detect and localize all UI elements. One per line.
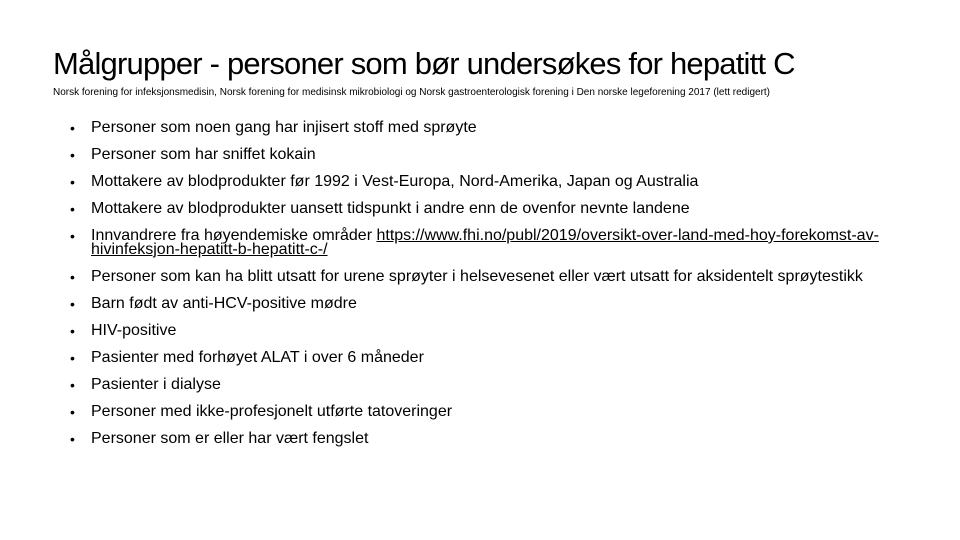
bullet-dot-icon: • [70,174,75,190]
list-item [70,270,900,284]
bullet-dot-icon: • [70,377,75,393]
bullet-dot-icon: • [70,269,75,285]
bullet-text: HIV-positive [91,322,177,339]
list-item [70,324,900,338]
list-item [70,121,900,135]
list-item [70,175,900,189]
bullet-text: Pasienter i dialyse [91,376,221,393]
bullet-text: Mottakere av blodprodukter uansett tidspunkt i andre enn de ovenfor nevnte landene [91,200,690,217]
list-item [70,297,900,311]
bullet-dot-icon: • [70,323,75,339]
fhi-link[interactable]: https://www.fhi.no/publ/2019/oversikt-over-land-med-hoy-forekomst-av-hivinfeksjon-hepatitt-b-hepatitt-c-/ [91,227,879,258]
bullet-text: Mottakere av blodprodukter før 1992 i Vest-Europa, Nord-Amerika, Japan og Australia [91,173,699,190]
bullet-dot-icon: • [70,404,75,420]
bullet-dot-icon: • [70,431,75,447]
bullet-dot-icon: • [70,147,75,163]
bullet-dot-icon: • [70,201,75,217]
slide-subtitle: Norsk forening for infeksjonsmedisin, Norsk forening for medisinsk mikrobiologi og Norsk gastroenterologisk forening i Den norske legeforening 2017 (lett redigert) [53,87,771,98]
list-item [70,148,900,162]
list-item [70,432,900,446]
bullet-text: Pasienter med forhøyet ALAT i over 6 måneder [91,349,424,366]
bullet-text: Personer som har sniffet kokain [91,146,316,163]
bullet-text: Personer med ikke-profesjonelt utførte tatoveringer [91,403,453,420]
list-item [70,405,900,419]
bullet-dot-icon: • [70,350,75,366]
slide-title: Målgrupper - personer som bør undersøkes for hepatitt C [53,46,795,81]
bullet-text: Barn født av anti-HCV-positive mødre [91,295,357,312]
bullet-dot-icon: • [70,228,75,244]
bullet-text: Personer som er eller har vært fengslet [91,430,369,447]
list-item [70,351,900,365]
list-item [70,202,900,216]
bullet-dot-icon: • [70,296,75,312]
bullet-text: Innvandrere fra høyendemiske områder [91,227,377,244]
list-item [70,229,900,257]
list-item [70,378,900,392]
bullet-list [70,121,900,459]
bullet-text: Personer som kan ha blitt utsatt for urene sprøyter i helsevesenet eller vært utsatt for aksidentelt sprøytestikk [91,268,863,285]
bullet-text: Personer som noen gang har injisert stoff med sprøyte [91,119,477,136]
bullet-dot-icon: • [70,120,75,136]
